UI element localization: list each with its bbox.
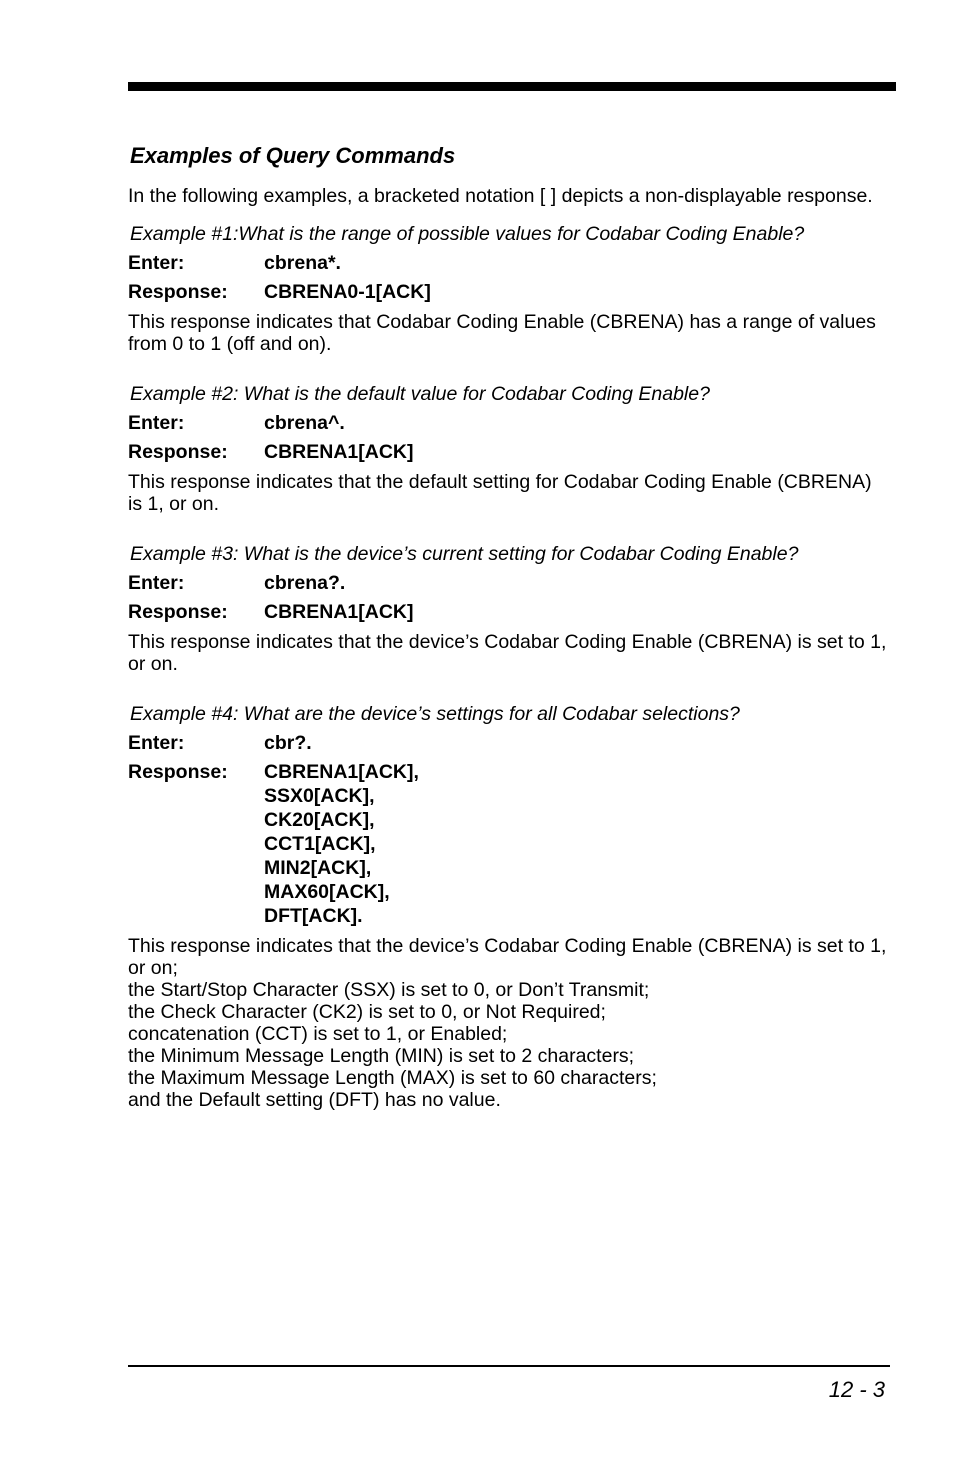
example-4-response-row (128, 760, 888, 928)
top-rule (128, 82, 896, 91)
response-label: Response: (128, 441, 228, 463)
example-1-question: Example #1:What is the range of possible values for Codabar Coding Enable? (130, 223, 805, 245)
example-1-explanation: This response indicates that Codabar Coding Enable (CBRENA) has a range of values from 0 to 1 (off and on). (128, 311, 876, 355)
example-2-enter-command: cbrena^. (264, 412, 345, 434)
example-2-response-value: CBRENA1[ACK] (264, 441, 414, 463)
example-3-response-value: CBRENA1[ACK] (264, 601, 414, 623)
example-4-question: Example #4: What are the device’s settings for all Codabar selections? (130, 703, 740, 725)
example-3-question: Example #3: What is the device’s current setting for Codabar Coding Enable? (130, 543, 799, 565)
example-2-enter-row (128, 411, 888, 435)
enter-label: Enter: (128, 252, 185, 274)
enter-label: Enter: (128, 412, 185, 434)
example-3-enter-row (128, 571, 888, 595)
example-1 (128, 223, 888, 355)
page-content (128, 143, 888, 1111)
example-2 (128, 383, 888, 515)
page-number: 12 - 3 (828, 1377, 885, 1402)
bottom-rule (128, 1365, 890, 1367)
example-4-enter-command: cbr?. (264, 732, 312, 754)
example-4-explanation: This response indicates that the device’s Codabar Coding Enable (CBRENA) is set to 1, or on; the Start/Stop Character (SSX) is set to 0, or Don’t Transmit; the Check Character (CK2) is set to 0, or Not Required; concatenation (CCT) is set to 1, or Enabled; the Minimum Message Length (MIN) is set to 2 characters; the Maximum Message Length (MAX) is set to 60 characters; and the Default setting (DFT) has no value. (128, 935, 887, 1111)
example-4-enter-row (128, 731, 888, 755)
enter-label: Enter: (128, 572, 185, 594)
example-4 (128, 703, 888, 1111)
example-1-response-row (128, 280, 888, 304)
example-3 (128, 543, 888, 675)
response-label: Response: (128, 281, 228, 303)
response-label: Response: (128, 601, 228, 623)
example-1-enter-row (128, 251, 888, 275)
section-heading: Examples of Query Commands (130, 143, 456, 168)
response-label: Response: (128, 761, 228, 783)
example-3-enter-command: cbrena?. (264, 572, 346, 594)
example-3-explanation: This response indicates that the device’s Codabar Coding Enable (CBRENA) is set to 1, or on. (128, 631, 887, 675)
example-2-explanation: This response indicates that the default setting for Codabar Coding Enable (CBRENA) is 1, or on. (128, 471, 872, 515)
example-1-response-value: CBRENA0-1[ACK] (264, 281, 431, 303)
intro-paragraph: In the following examples, a bracketed notation [ ] depicts a non-displayable response. (128, 185, 873, 207)
example-2-question: Example #2: What is the default value for Codabar Coding Enable? (130, 383, 710, 405)
example-1-enter-command: cbrena*. (264, 252, 341, 274)
example-4-response-value: CBRENA1[ACK], SSX0[ACK], CK20[ACK], CCT1[ACK], MIN2[ACK], MAX60[ACK], DFT[ACK]. (264, 761, 419, 927)
enter-label: Enter: (128, 732, 185, 754)
example-2-response-row (128, 440, 888, 464)
example-3-response-row (128, 600, 888, 624)
